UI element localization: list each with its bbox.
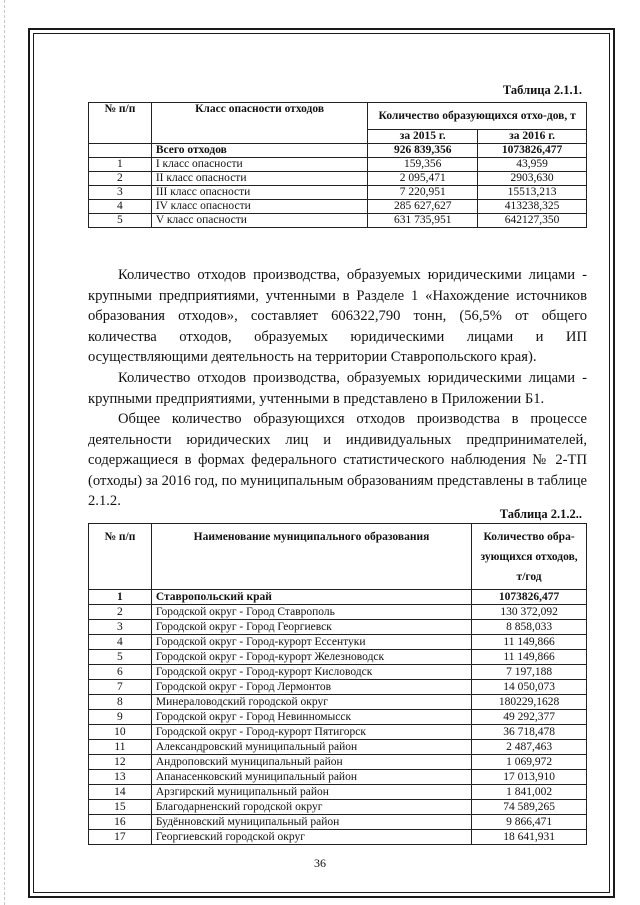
t1-cell-name: IV класс опасности: [151, 200, 367, 214]
t2-cell-name: Городской округ - Город Ставрополь: [151, 605, 471, 620]
table-row: [89, 650, 587, 665]
t1-cell-name: III класс опасности: [151, 186, 367, 200]
table-row: [89, 800, 587, 815]
table-row: [89, 770, 587, 785]
table-row: [89, 605, 587, 620]
t1-cell-v2015: 631 735,951: [368, 214, 478, 228]
table-row: [89, 635, 587, 650]
table-row: [89, 740, 587, 755]
t2-cell-n: 12: [89, 755, 152, 770]
t2-cell-n: 14: [89, 785, 152, 800]
t2-cell-name: Георгиевский городской округ: [151, 830, 471, 845]
t2-cell-n: 6: [89, 665, 152, 680]
table-row: [89, 710, 587, 725]
table-row: [89, 590, 587, 605]
t1-cell-v2016: 413238,325: [478, 200, 587, 214]
t2-cell-v: 11 149,866: [472, 635, 587, 650]
t2-cell-v: 1 069,972: [472, 755, 587, 770]
t2-cell-n: 17: [89, 830, 152, 845]
t2-cell-v: 49 292,377: [472, 710, 587, 725]
t1-total-2015: 926 839,356: [368, 144, 478, 158]
paragraph-3: Общее количество образующихся отходов производства в процессе деятельности юридических лиц и индивидуальных предпринимателей, содержащиеся в формах федерального статистического наблюдения № 2-ТП (отходы) за 2016 год, по муниципальным образованиям представлены в таблице 2.1.2.: [88, 411, 587, 510]
t2-cell-name: Городской округ - Город-курорт Пятигорск: [151, 725, 471, 740]
t1-header-2015: за 2015 г.: [368, 130, 478, 144]
t2-cell-n: 13: [89, 770, 152, 785]
t2-cell-v: 74 589,265: [472, 800, 587, 815]
t2-cell-v: 1073826,477: [472, 590, 587, 605]
t2-cell-v: 17 013,910: [472, 770, 587, 785]
t1-cell-v2016: 2903,630: [478, 172, 587, 186]
t2-cell-n: 9: [89, 710, 152, 725]
t2-cell-v: 1 841,002: [472, 785, 587, 800]
scan-margin-line: [4, 0, 5, 905]
t1-total-label: Всего отходов: [151, 144, 367, 158]
t1-cell-n: 4: [89, 200, 152, 214]
t2-cell-v: 36 718,478: [472, 725, 587, 740]
t2-cell-name: Городской округ - Город Невинномысск: [151, 710, 471, 725]
t1-cell-name: II класс опасности: [151, 172, 367, 186]
t2-cell-name: Минераловодский городской округ: [151, 695, 471, 710]
t2-cell-n: 8: [89, 695, 152, 710]
table-row: [89, 620, 587, 635]
t1-cell-v2015: 7 220,951: [368, 186, 478, 200]
t2-cell-name: Арзгирский муниципальный район: [151, 785, 471, 800]
table-row: [89, 755, 587, 770]
page-number: 36: [314, 856, 326, 870]
table-row: [89, 725, 587, 740]
t2-cell-n: 5: [89, 650, 152, 665]
t1-cell-n: 3: [89, 186, 152, 200]
t2-cell-v: 180229,1628: [472, 695, 587, 710]
t2-cell-n: 2: [89, 605, 152, 620]
t1-cell-n: 2: [89, 172, 152, 186]
t2-cell-name: Городской округ - Город-курорт Железноводск: [151, 650, 471, 665]
paragraph-1: Количество отходов производства, образуемых юридическими лицами - крупными предприятиями, учтенными в Разделе 1 «Нахождение источников образования отходов», составляет 606322,790 тонн, (56,5% от общего количества отходов, образуемых юридическими лицами и ИП осуществляющими деятельность на территории Ставропольского края).: [88, 267, 587, 366]
t2-header-num: № п/п: [89, 524, 152, 590]
t2-cell-v: 7 197,188: [472, 665, 587, 680]
t1-cell-v2016: 43,959: [478, 158, 587, 172]
t2-cell-name: Городской округ - Город-курорт Ессентуки: [151, 635, 471, 650]
table1-caption: Таблица 2.1.1.: [502, 83, 582, 97]
t2-cell-name: Городской округ - Город-курорт Кисловодск: [151, 665, 471, 680]
t1-total-2016: 1073826,477: [478, 144, 587, 158]
t2-cell-name: Андроповский муниципальный район: [151, 755, 471, 770]
t1-cell-name: I класс опасности: [151, 158, 367, 172]
t1-header-class: Класс опасности отходов: [151, 103, 367, 144]
t2-cell-v: 2 487,463: [472, 740, 587, 755]
t2-cell-n: 11: [89, 740, 152, 755]
t1-cell-n: 5: [89, 214, 152, 228]
t2-cell-name: Апанасенковский муниципальный район: [151, 770, 471, 785]
t2-cell-name: Городской округ - Город Лермонтов: [151, 680, 471, 695]
table-row: [89, 186, 587, 200]
t2-cell-v: 9 866,471: [472, 815, 587, 830]
t1-total-row: [89, 144, 587, 158]
table-row: [89, 785, 587, 800]
paragraph-2: Количество отходов производства, образуемых юридическими лицами - крупными предприятиями, учтенными в представлено в Приложении Б1.: [88, 370, 587, 407]
t2-cell-n: 4: [89, 635, 152, 650]
t2-cell-v: 18 641,931: [472, 830, 587, 845]
t2-cell-n: 15: [89, 800, 152, 815]
table-row: [89, 214, 587, 228]
t2-cell-name: Будённовский муниципальный район: [151, 815, 471, 830]
t2-cell-n: 3: [89, 620, 152, 635]
t2-cell-v: 8 858,033: [472, 620, 587, 635]
t1-cell-n: 1: [89, 158, 152, 172]
t2-cell-v: 11 149,866: [472, 650, 587, 665]
table-row: [89, 815, 587, 830]
hazard-class-table: [88, 102, 587, 228]
table2-caption: Таблица 2.1.2..: [499, 507, 582, 521]
table-row: [89, 158, 587, 172]
t2-cell-name: Ставропольский край: [151, 590, 471, 605]
t1-header-qty: Количество образующихся отхо-дов, т: [368, 103, 587, 130]
t2-cell-n: 10: [89, 725, 152, 740]
t2-cell-name: Благодарненский городской округ: [151, 800, 471, 815]
t1-cell-v2016: 642127,350: [478, 214, 587, 228]
t2-cell-n: 7: [89, 680, 152, 695]
t1-header-2016: за 2016 г.: [478, 130, 587, 144]
t2-cell-n: 1: [89, 590, 152, 605]
t2-cell-v: 130 372,092: [472, 605, 587, 620]
t1-header-num: № п/п: [89, 103, 152, 144]
table-row: [89, 200, 587, 214]
t1-cell-v2015: 2 095,471: [368, 172, 478, 186]
t1-cell-v2015: 159,356: [368, 158, 478, 172]
t2-cell-v: 14 050,073: [472, 680, 587, 695]
table-row: [89, 830, 587, 845]
t2-cell-name: Александровский муниципальный район: [151, 740, 471, 755]
t2-cell-name: Городской округ - Город Георгиевск: [151, 620, 471, 635]
table-row: [89, 665, 587, 680]
t1-cell-v2016: 15513,213: [478, 186, 587, 200]
table-row: [89, 695, 587, 710]
t2-header-name: Наименование муниципального образования: [151, 524, 471, 590]
municipal-waste-table: [88, 523, 587, 845]
t2-cell-n: 16: [89, 815, 152, 830]
table-row: [89, 172, 587, 186]
table-row: [89, 680, 587, 695]
t2-header-qty: Количество обра-зующихся отходов, т/год: [472, 524, 587, 590]
t1-cell-name: V класс опасности: [151, 214, 367, 228]
t1-cell-v2015: 285 627,627: [368, 200, 478, 214]
